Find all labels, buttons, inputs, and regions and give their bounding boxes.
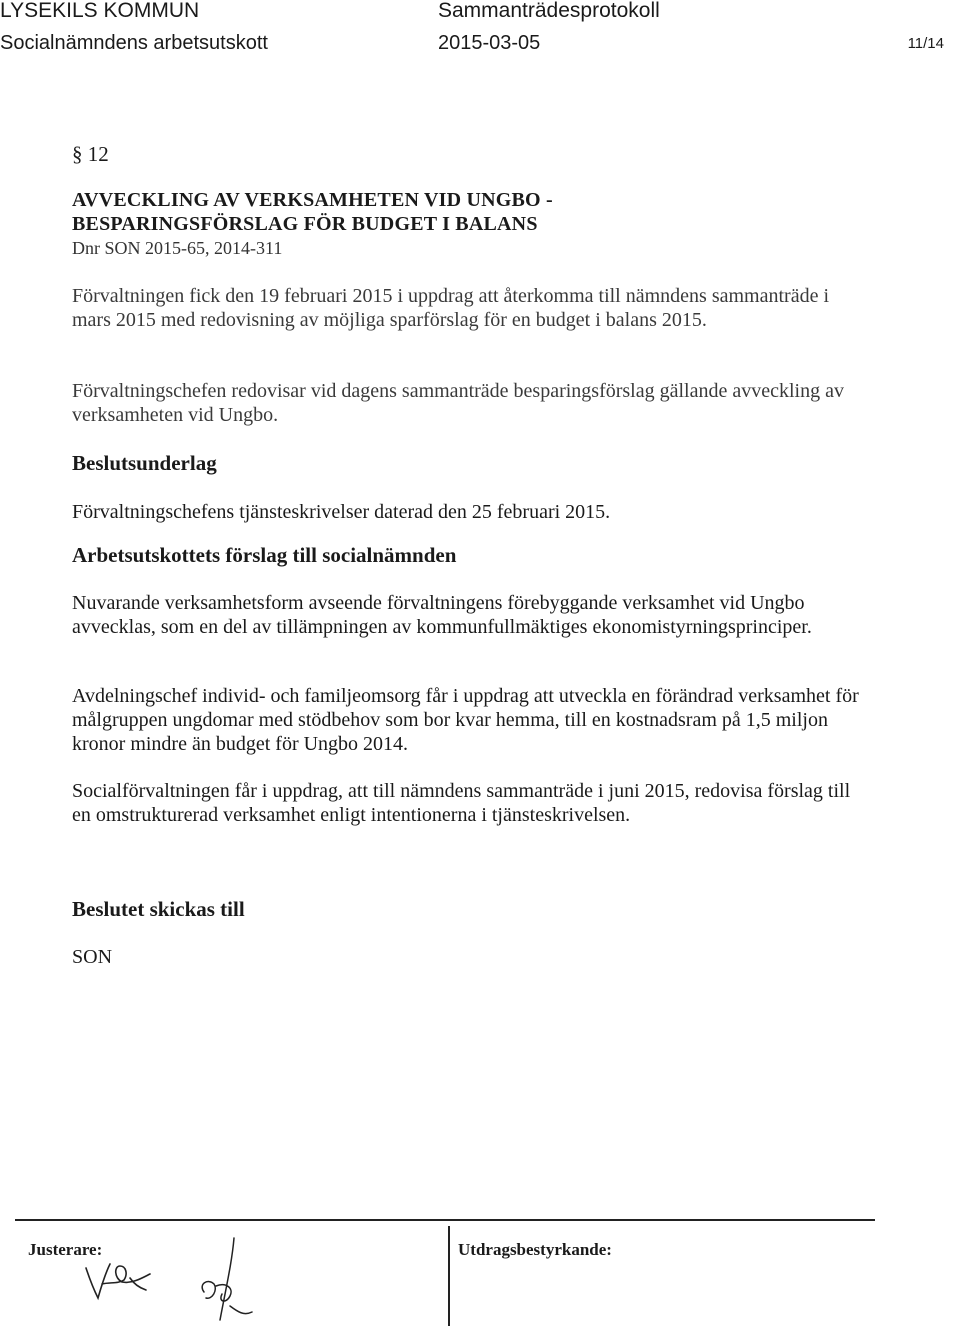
section-number: § 12 xyxy=(72,142,109,166)
proposal-paragraph-1: Nuvarande verksamhetsform avseende förvaltningens förebyggande verksamhet vid Ungbo avvecklas, som en del av tillämpningen av kommunfullmäktiges ekonomistyrningsprinciper. xyxy=(72,592,812,638)
org-name: LYSEKILS KOMMUN xyxy=(0,0,200,22)
adjusters-label: Justerare: xyxy=(28,1240,103,1259)
proposal-paragraph-2: Avdelningschef individ- och familjeomsorg får i uppdrag att utveckla en förändrad verksamhet för målgruppen ungdomar med stödbehov som bor kvar hemma, till en kostnadsram på 1,5 miljon kronor mindre än budget för Ungbo 2014. xyxy=(72,685,859,755)
extract-certification-label: Utdragsbestyrkande: xyxy=(458,1240,612,1259)
meeting-date: 2015-03-05 xyxy=(438,32,541,54)
signature-initials-2 xyxy=(186,1232,266,1328)
intro-paragraph-1: Förvaltningen fick den 19 februari 2015 i uppdrag att återkomma till nämndens sammanträde i mars 2015 med redovisning av möjliga sparförslag för en budget i balans 2015. xyxy=(72,285,830,331)
proposal-paragraph-3: Socialförvaltningen får i uppdrag, att till nämndens sammanträde i juni 2015, redovisa förslag till en omstrukturerad verksamhet enligt intentionerna i tjänsteskrivelsen. xyxy=(72,780,851,826)
sent-to-recipient: SON xyxy=(72,946,113,968)
title-line-1: AVVECKLING AV VERKSAMHETEN VID UNGBO - xyxy=(72,189,553,211)
basis-heading: Beslutsunderlag xyxy=(72,451,217,475)
proposal-heading: Arbetsutskottets förslag till socialnämnden xyxy=(72,543,457,567)
footer-rule xyxy=(15,1219,875,1221)
document-type: Sammanträdesprotokoll xyxy=(438,0,660,22)
case-number: Dnr SON 2015-65, 2014-311 xyxy=(72,238,283,258)
committee-name: Socialnämndens arbetsutskott xyxy=(0,32,268,54)
title-line-2: BESPARINGSFÖRSLAG FÖR BUDGET I BALANS xyxy=(72,213,538,235)
signature-initials-1 xyxy=(80,1254,180,1304)
sent-to-heading: Beslutet skickas till xyxy=(72,897,245,921)
footer-divider xyxy=(448,1226,450,1326)
page-number: 11/14 xyxy=(907,35,944,52)
basis-text: Förvaltningschefens tjänsteskrivelser daterad den 25 februari 2015. xyxy=(72,501,611,523)
intro-paragraph-2: Förvaltningschefen redovisar vid dagens sammanträde besparingsförslag gällande avveckling av verksamheten vid Ungbo. xyxy=(72,380,844,426)
